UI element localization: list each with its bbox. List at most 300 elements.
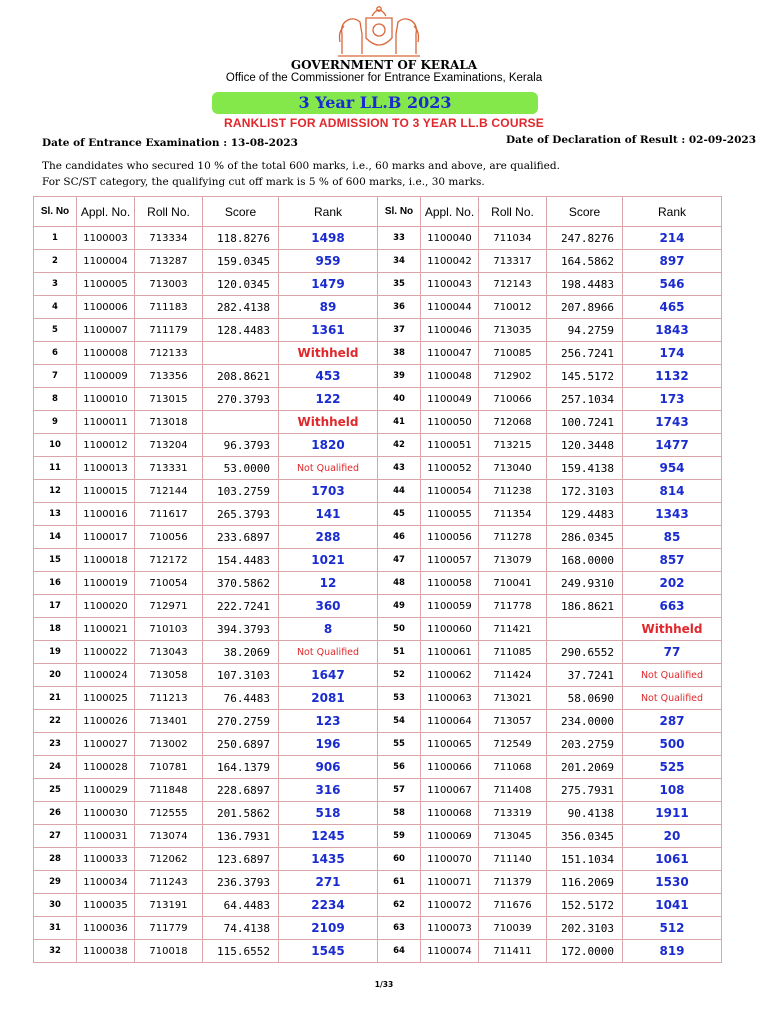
table-edge (722, 756, 732, 779)
appl-no-cell: 1100065 (421, 733, 479, 756)
score-cell: 120.3448 (547, 434, 623, 457)
score-cell: 236.3793 (203, 871, 279, 894)
qualification-note: The candidates who secured 10 % of the total 600 marks, i.e., 60 marks and above, are qualified. (42, 160, 560, 172)
course-title: 3 Year LL.B 2023 (212, 92, 538, 114)
sl-no-cell: 13 (34, 503, 77, 526)
score-cell: 115.6552 (203, 940, 279, 963)
rank-cell: 122 (279, 388, 378, 411)
roll-no-cell: 713002 (135, 733, 203, 756)
kerala-emblem-icon (334, 4, 424, 58)
rank-cell: 89 (279, 296, 378, 319)
appl-no-cell: 1100030 (77, 802, 135, 825)
roll-no-cell: 712549 (479, 733, 547, 756)
col-header-appl: Appl. No. (77, 197, 135, 227)
sl-no-cell: 62 (378, 894, 421, 917)
rank-cell: 196 (279, 733, 378, 756)
score-cell: 198.4483 (547, 273, 623, 296)
roll-no-cell: 713035 (479, 319, 547, 342)
rank-cell: 1477 (623, 434, 722, 457)
appl-no-cell: 1100073 (421, 917, 479, 940)
table-row (34, 457, 732, 480)
appl-no-cell: 1100004 (77, 250, 135, 273)
sl-no-cell: 9 (34, 411, 77, 434)
roll-no-cell: 710066 (479, 388, 547, 411)
office-name: Office of the Commissioner for Entrance Examinations, Kerala (225, 72, 543, 84)
sl-no-cell: 7 (34, 365, 77, 388)
appl-no-cell: 1100028 (77, 756, 135, 779)
exam-date: Date of Entrance Examination : 13-08-2023 (42, 137, 298, 149)
roll-no-cell: 712062 (135, 848, 203, 871)
appl-no-cell: 1100016 (77, 503, 135, 526)
appl-no-cell: 1100038 (77, 940, 135, 963)
score-cell: 164.1379 (203, 756, 279, 779)
roll-no-cell: 712555 (135, 802, 203, 825)
score-cell: 286.0345 (547, 526, 623, 549)
rank-cell: 1435 (279, 848, 378, 871)
rank-cell: 1498 (279, 227, 378, 250)
score-cell: 103.2759 (203, 480, 279, 503)
sl-no-cell: 14 (34, 526, 77, 549)
rank-cell: 1479 (279, 273, 378, 296)
table-edge (722, 365, 732, 388)
rank-cell: 857 (623, 549, 722, 572)
score-cell: 290.6552 (547, 641, 623, 664)
table-row (34, 572, 732, 595)
roll-no-cell: 711421 (479, 618, 547, 641)
sl-no-cell: 44 (378, 480, 421, 503)
rank-cell: 1245 (279, 825, 378, 848)
rank-cell: 123 (279, 710, 378, 733)
appl-no-cell: 1100072 (421, 894, 479, 917)
roll-no-cell: 713057 (479, 710, 547, 733)
appl-no-cell: 1100026 (77, 710, 135, 733)
roll-no-cell: 713215 (479, 434, 547, 457)
rank-cell: Withheld (623, 618, 722, 641)
table-row (34, 641, 732, 664)
rank-cell: 85 (623, 526, 722, 549)
rank-cell: 1530 (623, 871, 722, 894)
sl-no-cell: 26 (34, 802, 77, 825)
appl-no-cell: 1100005 (77, 273, 135, 296)
col-header-rank: Rank (623, 197, 722, 227)
score-cell: 107.3103 (203, 664, 279, 687)
table-edge (722, 503, 732, 526)
roll-no-cell: 713334 (135, 227, 203, 250)
appl-no-cell: 1100044 (421, 296, 479, 319)
roll-no-cell: 711278 (479, 526, 547, 549)
rank-cell: Not Qualified (279, 457, 378, 480)
table-row (34, 250, 732, 273)
sl-no-cell: 58 (378, 802, 421, 825)
appl-no-cell: 1100020 (77, 595, 135, 618)
rank-cell: Withheld (279, 411, 378, 434)
sl-no-cell: 38 (378, 342, 421, 365)
appl-no-cell: 1100047 (421, 342, 479, 365)
score-cell: 159.4138 (547, 457, 623, 480)
roll-no-cell: 713015 (135, 388, 203, 411)
col-header-score: Score (203, 197, 279, 227)
table-row (34, 825, 732, 848)
appl-no-cell: 1100055 (421, 503, 479, 526)
table-edge (722, 296, 732, 319)
appl-no-cell: 1100074 (421, 940, 479, 963)
roll-no-cell: 713317 (479, 250, 547, 273)
sl-no-cell: 37 (378, 319, 421, 342)
appl-no-cell: 1100048 (421, 365, 479, 388)
table-edge (722, 434, 732, 457)
appl-no-cell: 1100035 (77, 894, 135, 917)
rank-cell: 202 (623, 572, 722, 595)
appl-no-cell: 1100022 (77, 641, 135, 664)
table-row (34, 526, 732, 549)
appl-no-cell: 1100057 (421, 549, 479, 572)
table-edge (722, 572, 732, 595)
appl-no-cell: 1100040 (421, 227, 479, 250)
roll-no-cell: 711779 (135, 917, 203, 940)
sl-no-cell: 4 (34, 296, 77, 319)
roll-no-cell: 711085 (479, 641, 547, 664)
table-row (34, 756, 732, 779)
score-cell: 74.4138 (203, 917, 279, 940)
table-row (34, 733, 732, 756)
score-cell: 118.8276 (203, 227, 279, 250)
appl-no-cell: 1100015 (77, 480, 135, 503)
roll-no-cell: 713191 (135, 894, 203, 917)
sl-no-cell: 45 (378, 503, 421, 526)
rank-cell: 518 (279, 802, 378, 825)
roll-no-cell: 712971 (135, 595, 203, 618)
col-header-rank: Rank (279, 197, 378, 227)
appl-no-cell: 1100029 (77, 779, 135, 802)
roll-no-cell: 710056 (135, 526, 203, 549)
sl-no-cell: 31 (34, 917, 77, 940)
sl-no-cell: 24 (34, 756, 77, 779)
sl-no-cell: 35 (378, 273, 421, 296)
appl-no-cell: 1100027 (77, 733, 135, 756)
rank-cell: 954 (623, 457, 722, 480)
table-row (34, 342, 732, 365)
score-cell: 120.0345 (203, 273, 279, 296)
table-row (34, 940, 732, 963)
sl-no-cell: 36 (378, 296, 421, 319)
table-header-row (34, 197, 732, 227)
table-row (34, 227, 732, 250)
table-row (34, 549, 732, 572)
roll-no-cell: 710012 (479, 296, 547, 319)
roll-no-cell: 713079 (479, 549, 547, 572)
table-row (34, 871, 732, 894)
rank-cell: 1703 (279, 480, 378, 503)
score-cell: 58.0690 (547, 687, 623, 710)
appl-no-cell: 1100036 (77, 917, 135, 940)
roll-no-cell: 711183 (135, 296, 203, 319)
rank-cell: 453 (279, 365, 378, 388)
roll-no-cell: 713043 (135, 641, 203, 664)
score-cell: 76.4483 (203, 687, 279, 710)
sl-no-cell: 11 (34, 457, 77, 480)
col-header-roll: Roll No. (135, 197, 203, 227)
table-edge (722, 894, 732, 917)
table-edge (722, 342, 732, 365)
score-cell: 394.3793 (203, 618, 279, 641)
appl-no-cell: 1100008 (77, 342, 135, 365)
score-cell: 172.3103 (547, 480, 623, 503)
roll-no-cell: 712068 (479, 411, 547, 434)
appl-no-cell: 1100017 (77, 526, 135, 549)
table-row (34, 365, 732, 388)
appl-no-cell: 1100068 (421, 802, 479, 825)
table-edge (722, 917, 732, 940)
score-cell: 370.5862 (203, 572, 279, 595)
score-cell: 234.0000 (547, 710, 623, 733)
sl-no-cell: 15 (34, 549, 77, 572)
roll-no-cell: 713058 (135, 664, 203, 687)
score-cell: 270.2759 (203, 710, 279, 733)
sl-no-cell: 2 (34, 250, 77, 273)
rank-cell: 271 (279, 871, 378, 894)
score-cell: 275.7931 (547, 779, 623, 802)
roll-no-cell: 710103 (135, 618, 203, 641)
col-header-score: Score (547, 197, 623, 227)
sl-no-cell: 12 (34, 480, 77, 503)
table-edge (722, 618, 732, 641)
table-row (34, 779, 732, 802)
table-row (34, 618, 732, 641)
sl-no-cell: 52 (378, 664, 421, 687)
roll-no-cell: 713319 (479, 802, 547, 825)
roll-no-cell: 711424 (479, 664, 547, 687)
sl-no-cell: 30 (34, 894, 77, 917)
roll-no-cell: 713018 (135, 411, 203, 434)
roll-no-cell: 713040 (479, 457, 547, 480)
table-row (34, 319, 732, 342)
appl-no-cell: 1100011 (77, 411, 135, 434)
score-cell: 201.5862 (203, 802, 279, 825)
table-edge (722, 687, 732, 710)
score-cell: 37.7241 (547, 664, 623, 687)
score-cell: 154.4483 (203, 549, 279, 572)
appl-no-cell: 1100059 (421, 595, 479, 618)
ranklist-subtitle: RANKLIST FOR ADMISSION TO 3 YEAR LL.B COURSE (224, 116, 544, 130)
appl-no-cell: 1100060 (421, 618, 479, 641)
appl-no-cell: 1100069 (421, 825, 479, 848)
score-cell: 356.0345 (547, 825, 623, 848)
sl-no-cell: 43 (378, 457, 421, 480)
sl-no-cell: 17 (34, 595, 77, 618)
appl-no-cell: 1100018 (77, 549, 135, 572)
roll-no-cell: 713074 (135, 825, 203, 848)
roll-no-cell: 711140 (479, 848, 547, 871)
appl-no-cell: 1100043 (421, 273, 479, 296)
roll-no-cell: 710018 (135, 940, 203, 963)
sl-no-cell: 61 (378, 871, 421, 894)
sl-no-cell: 23 (34, 733, 77, 756)
rank-cell: 525 (623, 756, 722, 779)
score-cell: 256.7241 (547, 342, 623, 365)
rank-cell: 287 (623, 710, 722, 733)
roll-no-cell: 711034 (479, 227, 547, 250)
table-row (34, 503, 732, 526)
score-cell: 270.3793 (203, 388, 279, 411)
sl-no-cell: 64 (378, 940, 421, 963)
score-cell: 100.7241 (547, 411, 623, 434)
roll-no-cell: 713204 (135, 434, 203, 457)
col-header-appl: Appl. No. (421, 197, 479, 227)
table-edge (722, 197, 732, 227)
score-cell: 202.3103 (547, 917, 623, 940)
rank-cell: 819 (623, 940, 722, 963)
roll-no-cell: 711213 (135, 687, 203, 710)
appl-no-cell: 1100012 (77, 434, 135, 457)
roll-no-cell: 711238 (479, 480, 547, 503)
score-cell: 164.5862 (547, 250, 623, 273)
rank-cell: 2081 (279, 687, 378, 710)
roll-no-cell: 712172 (135, 549, 203, 572)
appl-no-cell: 1100021 (77, 618, 135, 641)
score-cell: 208.8621 (203, 365, 279, 388)
appl-no-cell: 1100033 (77, 848, 135, 871)
rank-cell: 814 (623, 480, 722, 503)
sl-no-cell: 16 (34, 572, 77, 595)
table-row (34, 687, 732, 710)
rank-cell: Not Qualified (623, 687, 722, 710)
score-cell: 123.6897 (203, 848, 279, 871)
sl-no-cell: 5 (34, 319, 77, 342)
sl-no-cell: 18 (34, 618, 77, 641)
rank-cell: 1343 (623, 503, 722, 526)
score-cell: 247.8276 (547, 227, 623, 250)
col-header-roll: Roll No. (479, 197, 547, 227)
rank-cell: 1820 (279, 434, 378, 457)
score-cell: 257.1034 (547, 388, 623, 411)
appl-no-cell: 1100070 (421, 848, 479, 871)
score-cell: 136.7931 (203, 825, 279, 848)
rank-cell: 173 (623, 388, 722, 411)
rank-cell: 2234 (279, 894, 378, 917)
appl-no-cell: 1100042 (421, 250, 479, 273)
appl-no-cell: 1100064 (421, 710, 479, 733)
rank-cell: Not Qualified (279, 641, 378, 664)
score-cell: 145.5172 (547, 365, 623, 388)
sl-no-cell: 46 (378, 526, 421, 549)
rank-cell: 1361 (279, 319, 378, 342)
sl-no-cell: 49 (378, 595, 421, 618)
score-cell: 250.6897 (203, 733, 279, 756)
appl-no-cell: 1100050 (421, 411, 479, 434)
appl-no-cell: 1100071 (421, 871, 479, 894)
score-cell: 96.3793 (203, 434, 279, 457)
score-cell: 152.5172 (547, 894, 623, 917)
appl-no-cell: 1100054 (421, 480, 479, 503)
sl-no-cell: 22 (34, 710, 77, 733)
roll-no-cell: 710085 (479, 342, 547, 365)
score-cell: 168.0000 (547, 549, 623, 572)
sl-no-cell: 60 (378, 848, 421, 871)
score-cell: 207.8966 (547, 296, 623, 319)
table-edge (722, 802, 732, 825)
appl-no-cell: 1100046 (421, 319, 479, 342)
appl-no-cell: 1100034 (77, 871, 135, 894)
roll-no-cell: 712902 (479, 365, 547, 388)
rank-cell: 8 (279, 618, 378, 641)
appl-no-cell: 1100063 (421, 687, 479, 710)
sl-no-cell: 40 (378, 388, 421, 411)
rank-cell: 1041 (623, 894, 722, 917)
score-cell: 222.7241 (203, 595, 279, 618)
score-cell: 203.2759 (547, 733, 623, 756)
score-cell: 53.0000 (203, 457, 279, 480)
roll-no-cell: 711379 (479, 871, 547, 894)
score-cell: 233.6897 (203, 526, 279, 549)
appl-no-cell: 1100010 (77, 388, 135, 411)
table-edge (722, 710, 732, 733)
table-edge (722, 480, 732, 503)
appl-no-cell: 1100066 (421, 756, 479, 779)
rank-cell: 12 (279, 572, 378, 595)
roll-no-cell: 713045 (479, 825, 547, 848)
appl-no-cell: 1100007 (77, 319, 135, 342)
government-heading: GOVERNMENT OF KERALA (290, 58, 478, 72)
score-cell (203, 411, 279, 434)
roll-no-cell: 712143 (479, 273, 547, 296)
roll-no-cell: 711676 (479, 894, 547, 917)
sl-no-cell: 20 (34, 664, 77, 687)
score-cell: 64.4483 (203, 894, 279, 917)
appl-no-cell: 1100006 (77, 296, 135, 319)
sl-no-cell: 47 (378, 549, 421, 572)
score-cell: 94.2759 (547, 319, 623, 342)
score-cell: 129.4483 (547, 503, 623, 526)
table-edge (722, 825, 732, 848)
sl-no-cell: 48 (378, 572, 421, 595)
score-cell: 90.4138 (547, 802, 623, 825)
rank-cell: 141 (279, 503, 378, 526)
sl-no-cell: 29 (34, 871, 77, 894)
table-edge (722, 526, 732, 549)
sl-no-cell: 50 (378, 618, 421, 641)
table-edge (722, 940, 732, 963)
sl-no-cell: 25 (34, 779, 77, 802)
rank-cell: 1843 (623, 319, 722, 342)
sl-no-cell: 32 (34, 940, 77, 963)
table-edge (722, 549, 732, 572)
score-cell: 128.4483 (203, 319, 279, 342)
appl-no-cell: 1100049 (421, 388, 479, 411)
rank-cell: 1132 (623, 365, 722, 388)
score-cell: 116.2069 (547, 871, 623, 894)
rank-cell: 77 (623, 641, 722, 664)
rank-cell: 1021 (279, 549, 378, 572)
rank-cell: 1061 (623, 848, 722, 871)
roll-no-cell: 710039 (479, 917, 547, 940)
appl-no-cell: 1100003 (77, 227, 135, 250)
appl-no-cell: 1100025 (77, 687, 135, 710)
sl-no-cell: 57 (378, 779, 421, 802)
sl-no-cell: 21 (34, 687, 77, 710)
sl-no-cell: 51 (378, 641, 421, 664)
roll-no-cell: 710054 (135, 572, 203, 595)
rank-cell: 1911 (623, 802, 722, 825)
appl-no-cell: 1100062 (421, 664, 479, 687)
score-cell: 38.2069 (203, 641, 279, 664)
appl-no-cell: 1100031 (77, 825, 135, 848)
rank-cell: 897 (623, 250, 722, 273)
table-row (34, 664, 732, 687)
roll-no-cell: 710041 (479, 572, 547, 595)
score-cell: 151.1034 (547, 848, 623, 871)
sl-no-cell: 55 (378, 733, 421, 756)
table-edge (722, 595, 732, 618)
